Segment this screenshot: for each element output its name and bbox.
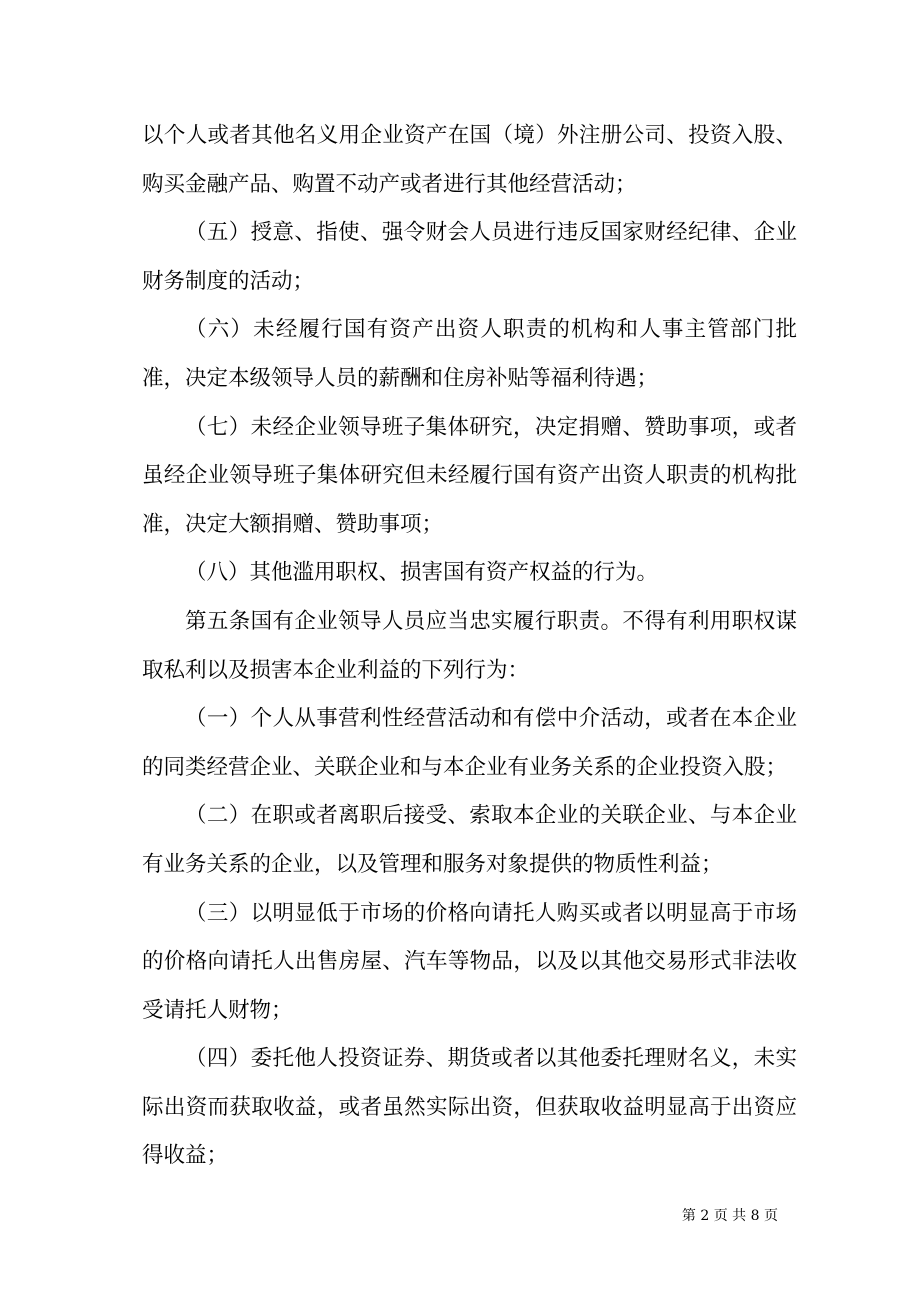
page-footer: 第 2 页 共 8 页	[681, 1208, 778, 1224]
paragraph-item-7: （七）未经企业领导班子集体研究，决定捐赠、赞助事项，或者虽经企业领导班子集体研究但未经履行国有资产出资人职责的机构批准，决定大额捐赠、赞助事项；	[142, 414, 797, 537]
paragraph-item-8: （八）其他滥用职权、损害国有资产权益的行为。	[185, 560, 659, 586]
paragraph-article-5: 第五条国有企业领导人员应当忠实履行职责。不得有利用职权谋取私利以及损害本企业利益的下列行为：	[142, 608, 797, 683]
paragraph-item-3: （三）以明显低于市场的价格向请托人购买或者以明显高于市场的价格向请托人出售房屋、汽车等物品，以及以其他交易形式非法收受请托人财物；	[142, 900, 797, 1023]
paragraph-item-4: （四）委托他人投资证券、期货或者以其他委托理财名义，未实际出资而获取收益，或者虽然实际出资，但获取收益明显高于出资应得收益；	[142, 1046, 797, 1169]
paragraph-continuation: 以个人或者其他名义用企业资产在国（境）外注册公司、投资入股、购买金融产品、购置不动产或者进行其他经营活动；	[142, 123, 797, 197]
paragraph-item-5: （五）授意、指使、强令财会人员进行违反国家财经纪律、企业财务制度的活动；	[142, 220, 797, 294]
paragraph-item-2: （二）在职或者离职后接受、索取本企业的关联企业、与本企业有业务关系的企业，以及管理和服务对象提供的物质性利益；	[142, 803, 797, 877]
document-body	[142, 112, 797, 1181]
paragraph-item-1: （一）个人从事营利性经营活动和有偿中介活动，或者在本企业的同类经营企业、关联企业和与本企业有业务关系的企业投资入股；	[142, 706, 797, 780]
paragraph-item-6: （六）未经履行国有资产出资人职责的机构和人事主管部门批准，决定本级领导人员的薪酬和住房补贴等福利待遇；	[142, 317, 797, 391]
